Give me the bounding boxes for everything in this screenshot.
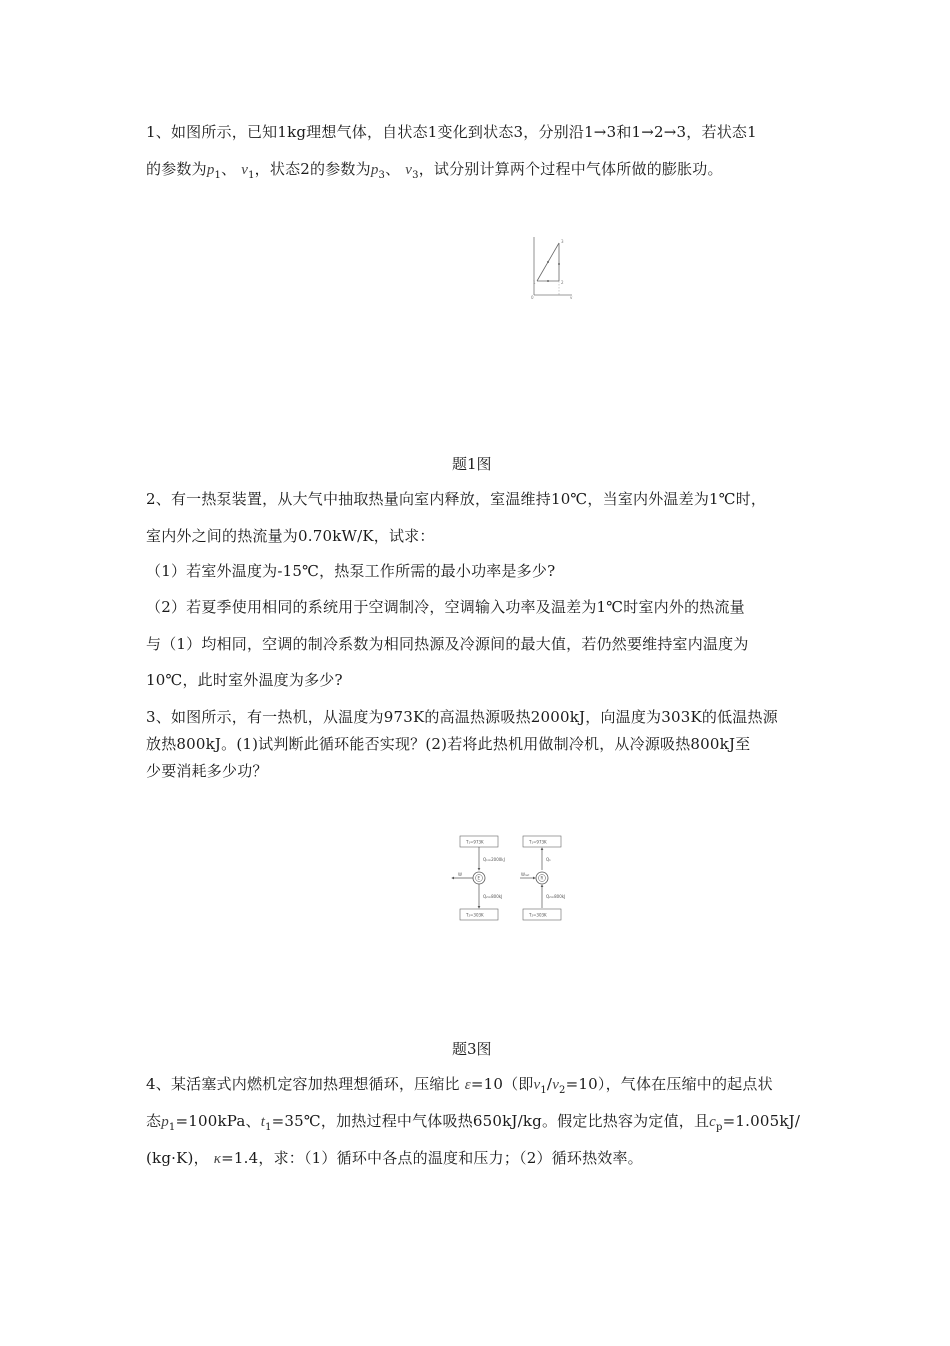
svg-text:Wₙₑₜ: Wₙₑₜ <box>521 872 530 877</box>
pv-diagram-figure <box>528 234 576 300</box>
svg-text:Q₁: Q₁ <box>546 857 551 862</box>
q4-line-1: 4、某活塞式内燃机定容加热理想循环，压缩比 ε=10（即$v_1/v_2=10$），气体在压缩中的起点状 <box>146 1075 773 1096</box>
svg-text:T₁=973K: T₁=973K <box>529 839 547 845</box>
svg-text:1: 1 <box>533 280 536 285</box>
figure-3-caption: 题3图 <box>452 1040 492 1058</box>
q2-subquestion-2-line-1: （2）若夏季使用相同的系统用于空调制冷，空调输入功率及温差为1℃时室内外的热流量 <box>146 598 745 616</box>
svg-text:Q₁=2000kJ: Q₁=2000kJ <box>483 857 505 862</box>
svg-text:R: R <box>540 875 544 881</box>
q1-line-1: 1、如图所示，已知1kg理想气体，自状态1变化到状态3，分别沿1→3和1→2→3，若状态1 <box>146 123 757 141</box>
svg-text:Q₂=800kJ: Q₂=800kJ <box>483 894 503 899</box>
svg-text:W: W <box>458 872 462 877</box>
svg-text:v: v <box>570 295 573 300</box>
refrigerator-diagram <box>520 836 565 920</box>
svg-text:0: 0 <box>531 295 534 300</box>
svg-text:Q₂=800kJ: Q₂=800kJ <box>546 894 566 899</box>
q2-line-1: 2、有一热泵装置，从大气中抽取热量向室内释放，室温维持10℃，当室内外温差为1℃时， <box>146 490 767 508</box>
svg-text:2: 2 <box>561 280 564 285</box>
q2-subquestion-2-line-2: 与（1）均相同，空调的制冷系数为相同热源及冷源间的最大值，若仍然要维持室内温度为 <box>146 635 749 653</box>
svg-text:T₂=303K: T₂=303K <box>466 912 484 918</box>
q2-subquestion-1: （1）若室外温度为-15℃，热泵工作所需的最小功率是多少? <box>146 562 556 580</box>
q4-line-2: 态$p_1=100kPa$、$t_1=35℃$，加热过程中气体吸热650kJ/kg。假定比热容为定值，且$c_p=1.005kJ/$ <box>146 1112 801 1133</box>
q1-line-2: 的参数为$p_1$、 $v_1$，状态2的参数为$p_3$、 $v_3$，试分别计算两个过程中气体所做的膨胀功。 <box>146 160 723 181</box>
figure-1-caption: 题1图 <box>452 455 492 473</box>
heat-engine-figure <box>446 832 572 922</box>
svg-text:T₂=303K: T₂=303K <box>529 912 547 918</box>
svg-text:E: E <box>477 875 481 881</box>
q2-line-2: 室内外之间的热流量为0.70kW/K，试求： <box>146 527 435 545</box>
q2-subquestion-2-line-3: 10℃，此时室外温度为多少? <box>146 671 343 689</box>
q3-line-1: 3、如图所示，有一热机，从温度为973K的高温热源吸热2000kJ，向温度为303K的低温热源 <box>146 708 778 726</box>
q3-line-3: 少要消耗多少功？ <box>146 762 268 780</box>
heat-engine-diagram <box>452 836 505 920</box>
svg-text:3: 3 <box>561 239 564 244</box>
q4-line-3: (kg·K)， κ=1.4，求：（1）循环中各点的温度和压力；（2）循环热效率。 <box>146 1149 643 1167</box>
svg-text:T₁=973K: T₁=973K <box>466 839 484 845</box>
q3-line-2: 放热800kJ。(1)试判断此循环能否实现？(2)若将此热机用做制冷机，从冷源吸热800kJ至 <box>146 735 751 753</box>
